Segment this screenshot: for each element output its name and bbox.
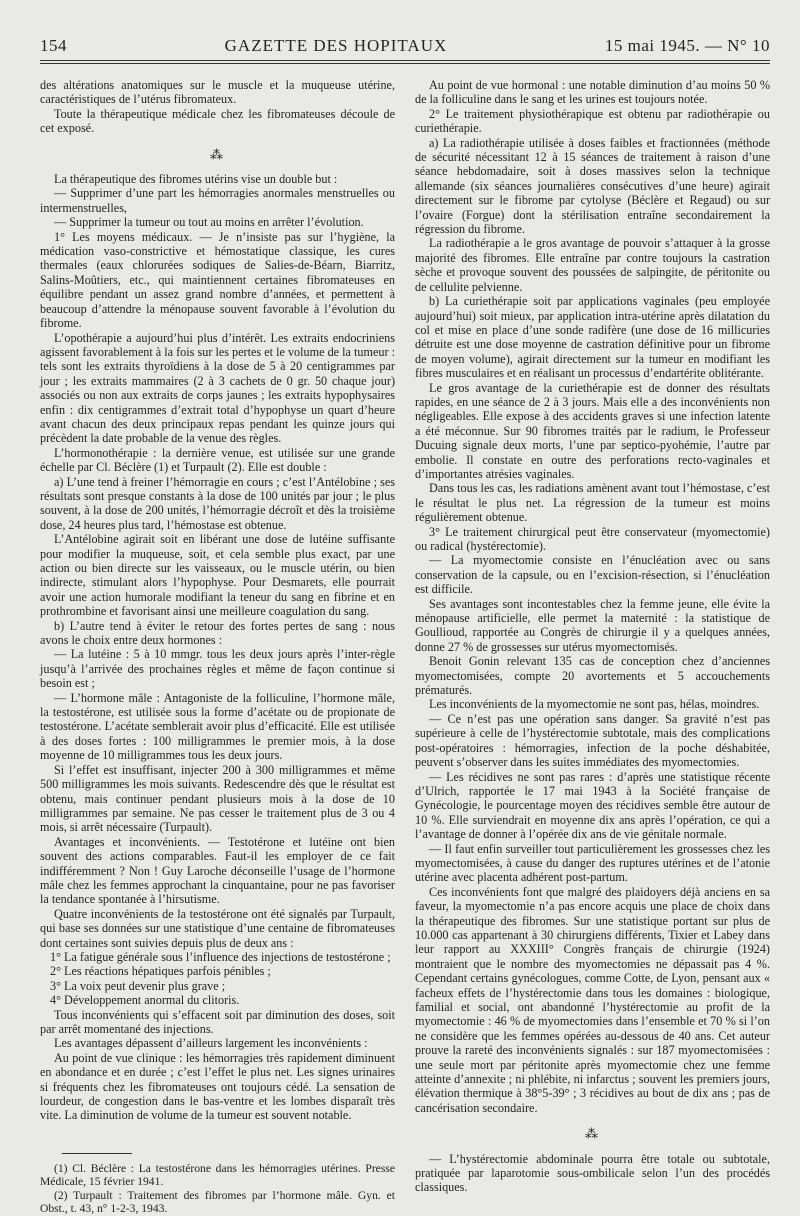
paragraph: 1° Les moyens médicaux. — Je n’insiste pas sur l’hygiène, la médication vaso-constrictive et hémostatique classique, les cures thermales (eaux chlorurées sodiques de Salies-de-Béarn, Biarritz, Salins-Moûtiers, etc., qui maintiennent certaines fibromateuses en équilibre pendant un assez grand nombre d’années, et permettent à beaucoup d’attendre la ménopause souvent favorable à l’évolution du fibrome. (40, 229, 395, 331)
header-rule (40, 63, 770, 64)
section-separator: ⁂ (210, 146, 225, 162)
paragraph: 3° Le traitement chirurgical peut être conservateur (myomectomie) ou radical (hystérectomie). (415, 524, 770, 553)
body-columns (40, 78, 770, 1216)
paragraph: L’Antélobine agirait soit en libérant une dose de lutéine suffisante pour modifier la muqueuse, soit, et cela semble plus exact, par une action ou bien directe sur les vaisseaux, ou le muscle utérin, ou bien indirecte, stimulant alors l’hypophyse. Pour Desmarets, elle pourrait avoir une action humorale modifiant la teneur du sang en fibrine et en prothrombine et favorisant ainsi une meilleure coagulation du sang. (40, 532, 395, 619)
paragraph: Au point de vue clinique : les hémorragies très rapidement diminuent en abondance et en durée ; c’est l’effet le plus net. Les signes urinaires si fréquents chez les fibromateuses ont toujours cédé. La sensation de lourdeur, de congestion dans le bas-ventre et les lombes disparaît très vite. La diminution de volume de la tumeur est souvent notable. (40, 1050, 395, 1123)
paragraph: Si l’effet est insuffisant, injecter 200 à 300 milligrammes et même 500 milligrammes les mois suivants. Redescendre dès que le résultat est obtenu, mais continuer pendant plusieurs mois à la dose de 10 milligrammes par semaine. Ne pas cesser le traitement plus de 3 ou 4 mois, si arrêt nécessaire (Turpault). (40, 762, 395, 835)
list-item: 2° Les réactions hépatiques parfois pénibles ; (50, 964, 271, 979)
paragraph: a) L’une tend à freiner l’hémorragie en cours ; c’est l’Antélobine ; ses résultats sont presque constants à la dose de 100 unités par jour ; le plus souvent, à la dose de 200 unités, l’hémorragie décroît et dès la troisième dose, 24 heures plus tard, l’hémostase est obtenue. (40, 474, 395, 532)
journal-title: GAZETTE DES HOPITAUX (224, 36, 448, 55)
paragraph: — Les récidives ne sont pas rares : d’après une statistique récente d’Ulrich, rapportée le 17 mai 1943 à la Société française de Gynécologie, le pourcentage moyen des récidives semble être autour de 10 %. Elle surviendrait en moyenne dix ans après l’opération, ce qui a l’avantage de donner à l’opérée dix ans de vie génitale normale. (415, 769, 770, 842)
paragraph: — La lutéine : 5 à 10 mmgr. tous les deux jours après l’inter-règle jusqu’à l’arrivée des prochaines règles et même de façon continue si besoin est ; (40, 647, 395, 691)
section-separator: ⁂ (585, 1126, 600, 1142)
paragraph: La radiothérapie a le gros avantage de pouvoir s’attaquer à la grosse majorité des fibromes. Elle entraîne par contre toujours la castration sèche et provoque souvent des poussées de salpingite, de péritonite ou de cellulite pelvienne. (415, 236, 770, 294)
paragraph: b) L’autre tend à éviter le retour des fortes pertes de sang : nous avons le choix entre deux hormones : (40, 618, 395, 648)
paragraph: — Supprimer d’une part les hémorragies anormales menstruelles ou intermenstruelles, (40, 186, 395, 215)
paragraph: a) La radiothérapie utilisée à doses faibles et fractionnées (méthode de sécurité nécessitant 12 à 15 séances de traitement à raison d’une séance hebdomadaire, soit à doses massives selon la technique allemande (six séances journalières consécutives d’une heure) agirait directement sur le fibrome par cytolyse (Béclère et Regaud) ou sur l’ovaire (Forgue) dont la stérilisation entraîne secondairement la régression du fibrome. (415, 135, 770, 237)
paragraph: Quatre inconvénients de la testostérone ont été signalés par Turpault, qui base ses données sur une statistique d’une centaine de fibromateuses dont certaines sont suivies depuis plus de deux ans : (40, 906, 395, 950)
page-number: 154 (40, 36, 67, 55)
paragraph: La thérapeutique des fibromes utérins vise un double but : (54, 172, 338, 187)
running-head (40, 36, 770, 61)
paragraph: — Il faut enfin surveiller tout particulièrement les grossesses chez les myomectomisées, à cause du danger des ruptures utérines et de l’atonie utérine avec placenta adhérent post-partum. (415, 841, 770, 885)
paragraph: 2° Le traitement physiothérapique est obtenu par radiothérapie ou curiethérapie. (415, 106, 770, 136)
paragraph: Toute la thérapeutique médicale chez les fibromateuses découle de cet exposé. (40, 106, 395, 136)
paragraph: Benoit Gonin relevant 135 cas de conception chez d’anciennes myomectomisées, compte 20 avortements et 5 accouchements prématurés. (415, 654, 770, 698)
paragraph: Les avantages dépassent d’ailleurs largement les inconvénients : (54, 1036, 368, 1051)
left-column (40, 78, 395, 1216)
paragraph: Ses avantages sont incontestables chez la femme jeune, elle évite la ménopause artificielle, elle permet la maternité : la statistique de Goullioud, rapportée au Congrès de chirurgie il y a quelques années, donne 27 % de grossesses sur utérus myomectomisés. (415, 596, 770, 654)
paragraph: Les inconvénients de la myomectomie ne sont pas, hélas, moindres. (429, 697, 760, 712)
paragraph: L’opothérapie a aujourd’hui plus d’intérêt. Les extraits endocriniens agissent favorablement à la fois sur les pertes et le volume de la tumeur : tels sont les extraits thyroïdiens à la dose de 5 à 20 centigrammes par jour ; les extraits mammaires (2 à 3 cachets de 0 gr. 50 chaque jour) associés ou non aux extraits de corps jaunes ; les extraits hypophysaires enfin : dix centigrammes d’extrait total d’hypophyse un quart d’heure avant chacun des deux principaux repas pendant les quinze jours qui précèdent la date probable de la venue des règles. (40, 330, 395, 446)
paragraph: Avantages et inconvénients. — Testotérone et lutéine ont bien souvent des actions comparables. Faut-il les employer de ce fait indifféremment ? Non ! Guy Laroche déconseille l’usage de l’hormone mâle chez les femmes approchant la cinquantaine, pour ne pas favoriser la tendance spontanée à l’hirsutisme. (40, 834, 395, 907)
paragraph: — Ce n’est pas une opération sans danger. Sa gravité n’est pas supérieure à celle de l’hystérectomie subtotale, mais des complications post-opératoires : hémorragies, infection de la poche déshabitée, peuvent s’observer dans les suites immédiates des myomectomies. (415, 711, 770, 770)
list-item: 3° La voix peut devenir plus grave ; (50, 978, 226, 993)
paragraph: Le gros avantage de la curiethérapie est de donner des résultats rapides, en une séance de 2 à 3 jours. Mais elle a des inconvénients non négligeables. Elle expose à des accidents graves si une infection latente a été méconnue. Sur 90 fibromes traités par le radium, le Professeur Ducuing signale deux morts, l’une par septico-pyohémie, l’autre par embolie. Il constate en outre des perforations recto-vaginales et d’importantes atrésies vaginales. (415, 380, 770, 481)
paragraph: — Supprimer la tumeur ou tout au moins en arrêter l’évolution. (54, 215, 364, 230)
paragraph: — La myomectomie consiste en l’énucléation avec ou sans conservation de la capsule, ou en l’excision-résection, si l’énucléation est difficile. (415, 553, 770, 597)
paragraph: — L’hormone mâle : Antagoniste de la folliculine, l’hormone mâle, la testostérone, est utilisée sous la forme d’acétate ou de propionate de testostérone. L’acétate semblerait avoir plus d’efficacité. Elle est utilisée à des doses fortes : 100 milligrammes le premier mois, à la dose moyenne de 10 milligrammes tous les deux jours. (40, 690, 395, 763)
issue-date: 15 mai 1945. — N° 10 (604, 36, 770, 55)
footnote-rule (62, 1153, 132, 1154)
paragraph: Ces inconvénients font que malgré des plaidoyers déjà anciens en sa faveur, la myomectomie n’a pas encore acquis une place de choix dans la thérapeutique des fibromes. Sur une statistique portant sur plus de 10.000 cas appartenant à 30 chirurgiens différents, Tixier et Labey dans leur rapport au XXXIII° Congrès français de chirurgie (1924) montraient que le nombre des myomectomies ne dépassait pas 4 %. Cependant certains gynécologues, comme Cotte, de Lyon, pensant aux « facheux effets de l’hystérectomie dans tous les domaines : biologique, familial et social, ont abandonné l’hystérectomie au profit de la myomectomie : 46 % de myomectomies dans l’ensemble et 70 % si l’on ne considère que les femmes opérées au-dessous de 40 ans. Cet auteur prouve la rareté des inconvénients signalés : sur 187 myomectomisées : une seule mort par péritonite après myomectomie chez une femme atteinte d’annexite ; ni phlébite, ni infarctus ; souvent les premiers jours, élévation thermique à 38°5-39° ; 3 récidives au bout de dix ans ; pas de cancérisation secondaire. (415, 884, 770, 1115)
footnote-1: (1) Cl. Béclère : La testostérone dans les hémorragies utérines. Presse Médicale, 15 février 1941. (40, 1161, 395, 1189)
paragraph: b) La curiethérapie soit par applications vaginales (peu employée aujourd’hui) soit mieux, par application intra-utérine après dilatation du col et mise en place d’une sonde radifère (une dose de 16 millicuries détruite est une dose moyenne de castration définitive pour un fibrome de moyen volume), agirait directement sur la tumeur en modifiant les fibres musculaires et en réalisant un processus d’endartérite oblitérante. (415, 294, 770, 381)
paragraph: — L’hystérectomie abdominale pourra être totale ou subtotale, pratiquée par laparotomie sous-ombilicale selon l’un des procédés classiques. (415, 1151, 770, 1195)
paragraph: L’hormonothérapie : la dernière venue, est utilisée sur une grande échelle par Cl. Béclère (1) et Turpault (2). Elle est double : (40, 445, 395, 475)
list-item: 1° La fatigue générale sous l’influence des injections de testostérone ; (50, 949, 391, 964)
list-item: 4° Développement anormal du clitoris. (50, 993, 240, 1008)
paragraph: des altérations anatomiques sur le muscle et la muqueuse utérine, caractéristiques de l’utérus fibromateux. (40, 78, 395, 107)
footnote-2: (2) Turpault : Traitement des fibromes par l’hormone mâle. Gyn. et Obst., t. 43, n° 1-2-3, 1943. (40, 1188, 395, 1216)
paragraph: Au point de vue hormonal : une notable diminution d’au moins 50 % de la folliculine dans le sang et les urines est toujours notée. (415, 78, 770, 107)
paragraph: Tous inconvénients qui s’effacent soit par diminution des doses, soit par arrêt momentané des injections. (40, 1007, 395, 1036)
right-column (415, 78, 770, 1216)
paragraph: Dans tous les cas, les radiations amènent avant tout l’hémostase, c’est le résultat le plus net. La régression de la tumeur est moins régulièrement obtenue. (415, 481, 770, 525)
